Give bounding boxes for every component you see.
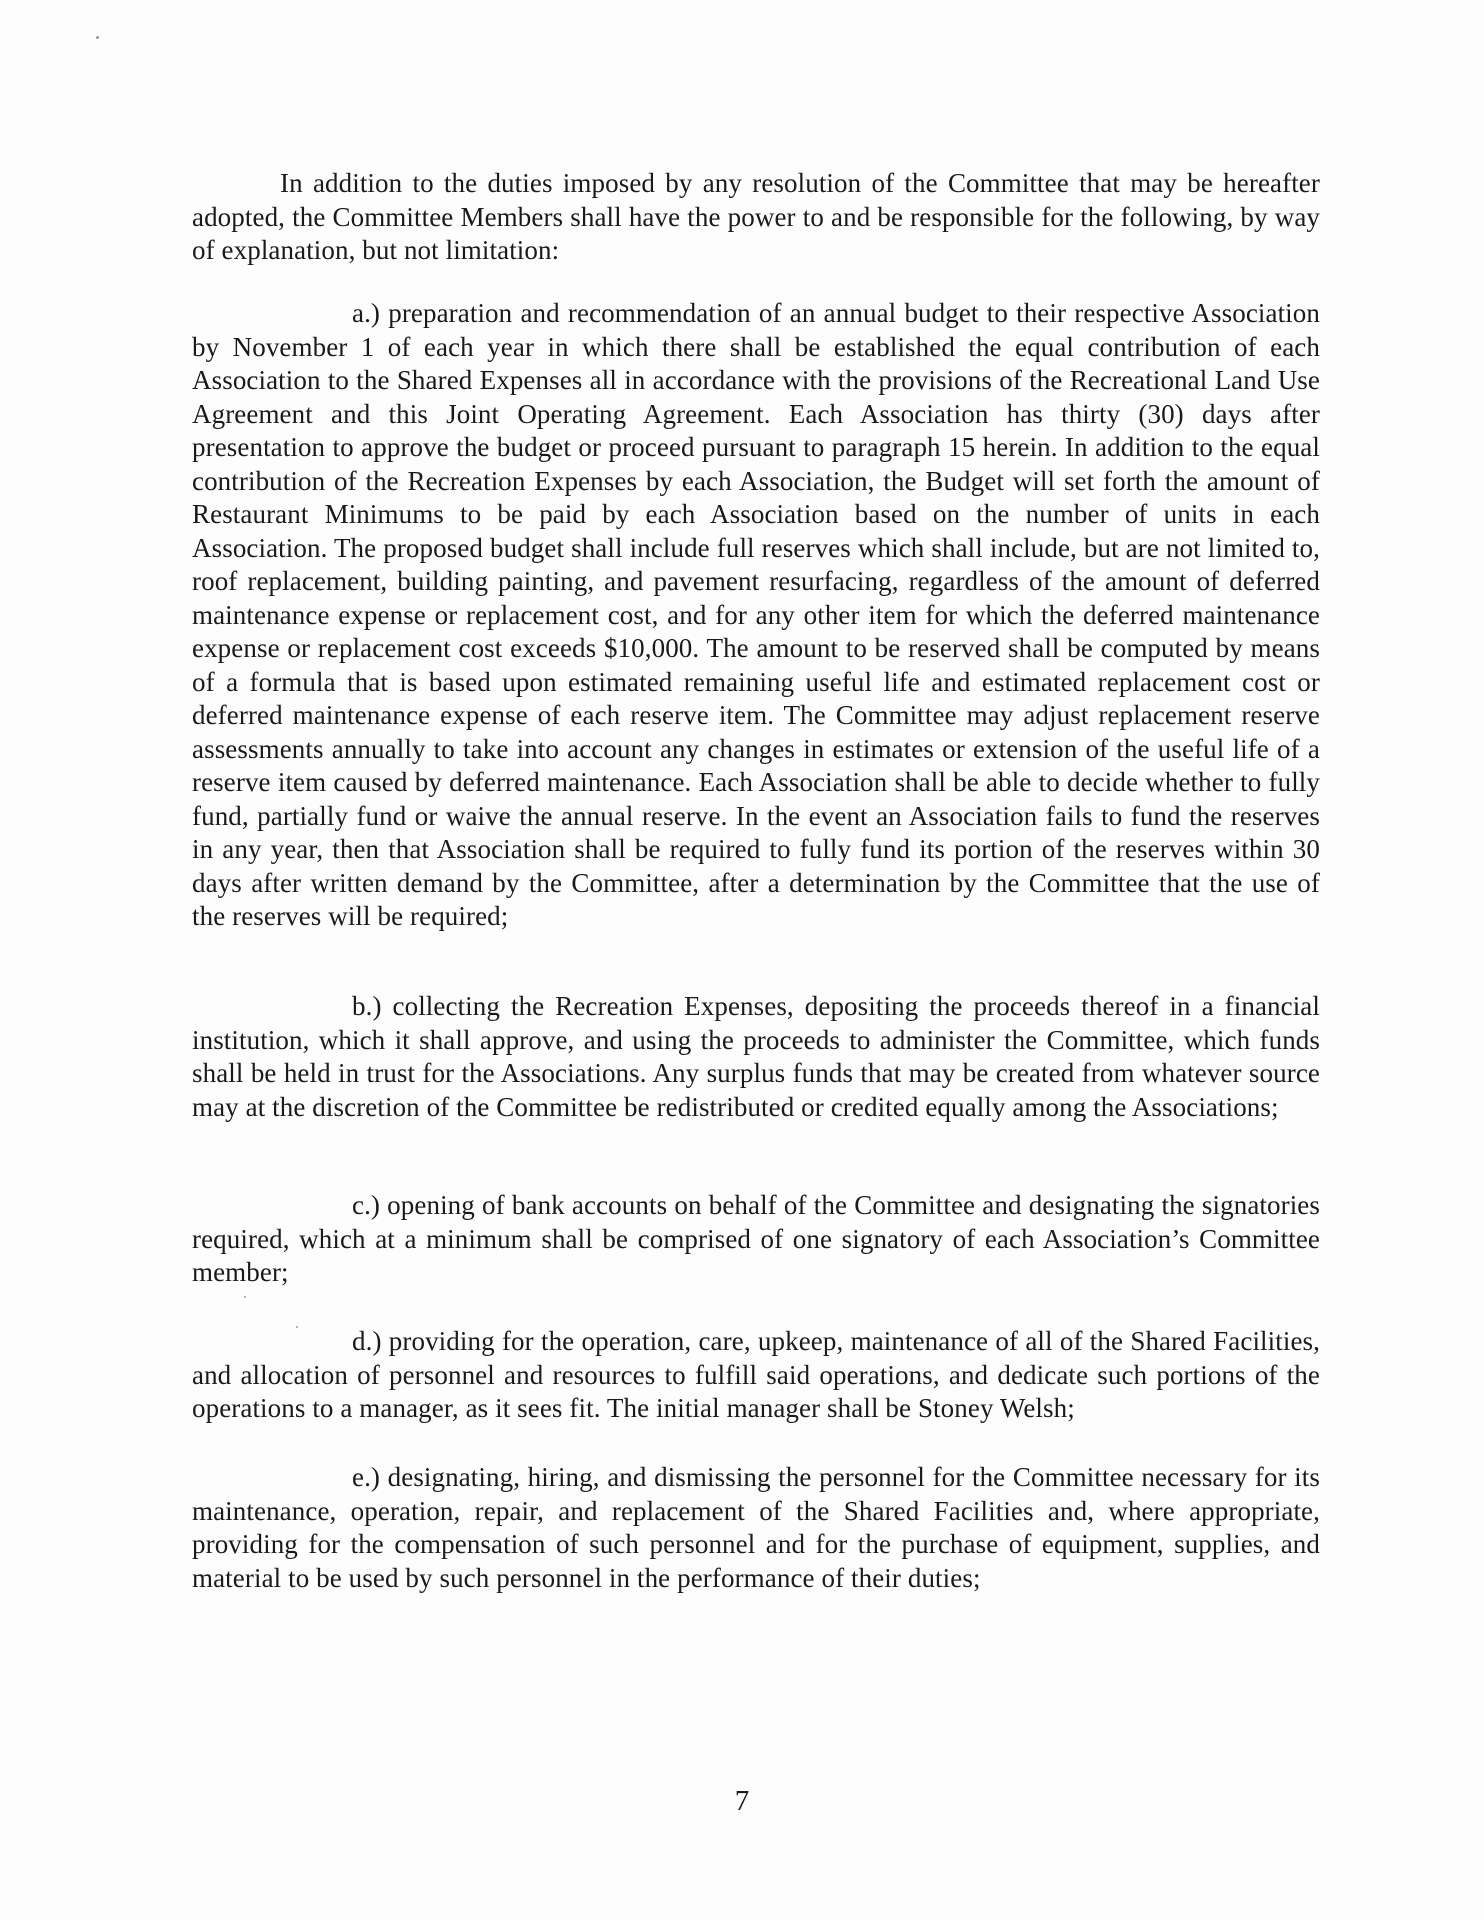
scan-speck xyxy=(96,36,99,39)
list-item-a: a.) preparation and recommendation of an annual budget to their respective Association by November 1 of each year in which there shall be established the equal contribution of each Association to the Shared Expenses all in accordance with the provisions of the Recreational Land Use Agreement and this Joint Operating Agreement. Each Association has thirty (30) days after presentation to approve the budget or proceed pursuant to paragraph 15 herein. In addition to the equal contribution of the Recreation Expenses by each Association, the Budget will set forth the amount of Restaurant Minimums to be paid by each Association based on the number of units in each Association. The proposed budget shall include full reserves which shall include, but are not limited to, roof replacement, building painting, and pavement resurfacing, regardless of the amount of deferred maintenance expense or replacement cost, and for any other item for which the deferred maintenance expense or replacement cost exceeds $10,000. The amount to be reserved shall be computed by means of a formula that is based upon estimated remaining useful life and estimated replacement cost or deferred maintenance expense of each reserve item. The Committee may adjust replacement reserve assessments annually to take into account any changes in estimates or extension of the useful life of a reserve item caused by deferred maintenance. Each Association shall be able to decide whether to fully fund, partially fund or waive the annual reserve. In the event an Association fails to fund the reserves in any year, then that Association shall be required to fully fund its portion of the reserves within 30 days after written demand by the Committee, after a determination by the Committee that the use of the reserves will be required; xyxy=(192,298,1320,931)
list-item-c: c.) opening of bank accounts on behalf of the Committee and designating the signatories required, which at a minimum shall be comprised of one signatory of each Association’s Committee member; xyxy=(192,1190,1320,1287)
list-item-d: d.) providing for the operation, care, upkeep, maintenance of all of the Shared Facilities, and allocation of personnel and resources to fulfill said operations, and dedicate such portions of the operations to a manager, as it sees fit. The initial manager shall be Stoney Welsh; xyxy=(192,1326,1320,1423)
list-item-b: b.) collecting the Recreation Expenses, depositing the proceeds thereof in a financial institution, which it shall approve, and using the proceeds to administer the Committee, which funds shall be held in trust for the Associations. Any surplus funds that may be created from whatever source may at the discretion of the Committee be redistributed or credited equally among the Associations; xyxy=(192,991,1320,1122)
list-item-e: e.) designating, hiring, and dismissing the personnel for the Committee necessary for its maintenance, operation, repair, and replacement of the Shared Facilities and, where appropriate, providing for the compensation of such personnel and for the purchase of equipment, supplies, and material to be used by such personnel in the performance of their duties; xyxy=(192,1462,1320,1593)
scan-speck xyxy=(244,1296,246,1298)
page-number: 7 xyxy=(734,1785,750,1817)
intro-paragraph: In addition to the duties imposed by any resolution of the Committee that may be hereafter adopted, the Committee Members shall have the power to and be responsible for the following, by way of explanation, but not limitation: xyxy=(192,168,1320,265)
